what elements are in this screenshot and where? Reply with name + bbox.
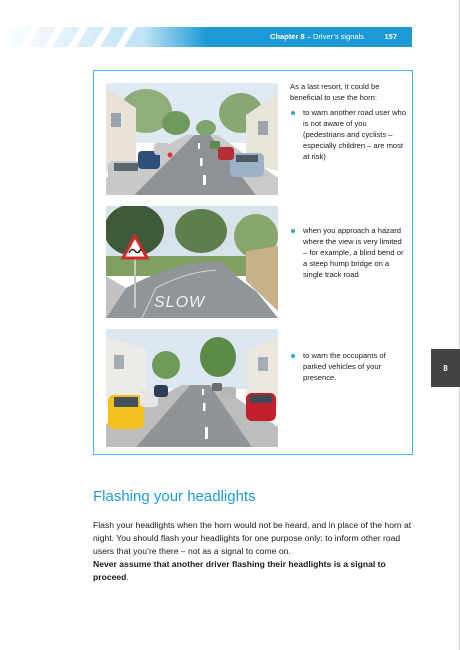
horn-bullet bbox=[290, 107, 408, 162]
horn-item-text bbox=[290, 350, 408, 383]
paragraph-1: Flash your headlights when the horn would not be heard, and in place of the horn at night. You should flash your headlights for one purpose only: to inform other road users that you’re there – not as a signal to come on. bbox=[93, 520, 412, 556]
horn-bullet bbox=[290, 350, 408, 383]
bullet-text: when you approach a hazard where the view is very limited – for example, a blind bend or a steep hump bridge on a single track road bbox=[303, 226, 404, 279]
chapter-title bbox=[270, 32, 364, 41]
road-marking-slow: SLOW bbox=[154, 294, 206, 311]
horn-item-text bbox=[290, 225, 408, 280]
horn-bullet bbox=[290, 225, 408, 280]
horn-examples-box bbox=[93, 70, 413, 455]
page-header bbox=[0, 27, 412, 47]
bullet-text: to warn the occupants of parked vehicles of your presence. bbox=[303, 351, 386, 382]
chapter-label: Chapter 8 bbox=[270, 32, 305, 41]
bullet-text: to warn another road user who is not aware of you (pedestrians and cyclists – especially children – are most at risk) bbox=[303, 108, 406, 161]
horn-item-text bbox=[290, 81, 408, 162]
section-body bbox=[93, 519, 418, 584]
chapter-subtitle: – Driver’s signals bbox=[306, 32, 364, 41]
illustration-blind-bend bbox=[106, 206, 278, 318]
paragraph-2-end: . bbox=[126, 572, 129, 582]
illustration-parked-vehicles bbox=[106, 329, 278, 447]
chapter-tab[interactable]: 8 bbox=[431, 349, 460, 387]
page-number: 157 bbox=[384, 32, 397, 41]
horn-intro: As a last resort, it could be beneficial to use the horn: bbox=[290, 82, 380, 102]
section-heading: Flashing your headlights bbox=[93, 488, 256, 505]
illustration-residential-street bbox=[106, 83, 278, 195]
paragraph-2-bold: Never assume that another driver flashing their headlights is a signal to proceed bbox=[93, 559, 386, 582]
